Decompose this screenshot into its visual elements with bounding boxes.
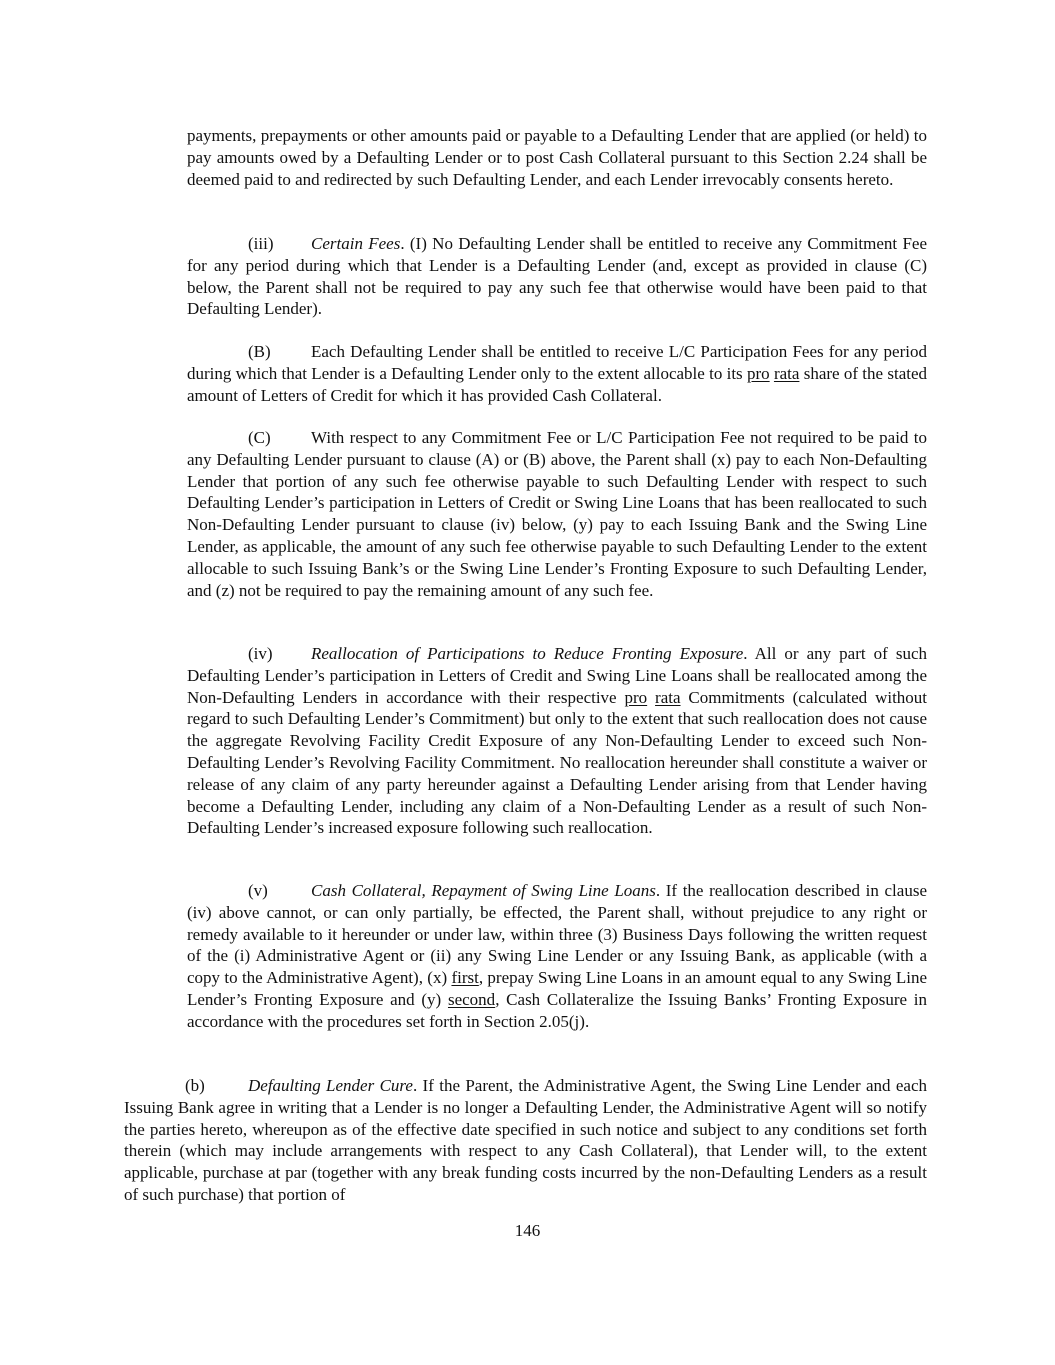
paragraph-text: . If the reallocation described in clause (iv) above cannot, or can only partially, be effected, the Parent shall, without prejudice to any right or remedy available to it hereunder or under law, within three (3) Business Days following the written request of the (i) Administrative Agent or (ii) any Swing Line Lender or any Issuing Bank, as applicable (with a copy to the Administrative Agent), (x): [187, 881, 927, 988]
first-term: first: [451, 968, 479, 988]
paragraph-text-end: , Cash Collateralize the Issuing Banks’ Fronting Exposure in accordance with the procedures set forth in Section 2.05(j).: [187, 989, 927, 1031]
clause-heading: Cash Collateral, Repayment of Swing Line Loans: [311, 881, 656, 900]
pro-term: pro: [746, 363, 770, 383]
paragraph-text-cont: Commitments (calculated without regard to such Defaulting Lender’s Commitment) but only to the extent that such reallocation does not cause the aggregate Revolving Facility Credit Exposure of any Non-Defaulting Lender to exceed such Non-Defaulting Lender’s Revolving Facility Commitment. No reallocation hereunder shall constitute a waiver or release of any claim of any party hereunder against a Defaulting Lender arising from that Lender having become a Defaulting Lender, including any claim of a Non-Defaulting Lender as a result of such Non-Defaulting Lender’s increased exposure following such reallocation.: [187, 687, 928, 838]
clause-label: (b): [185, 1076, 205, 1095]
clause-heading: Defaulting Lender Cure: [248, 1076, 413, 1095]
paragraph-text: Each Defaulting Lender shall be entitled to receive L/C Participation Fees for any period during which that Lender is a Defaulting Lender only to the extent allocable to its: [187, 342, 927, 383]
page-number: 146: [514, 1221, 541, 1240]
paragraph-text: . If the Parent, the Administrative Agent, the Swing Line Lender and each Issuing Bank agree in writing that a Lender is no longer a Defaulting Lender, the Administrative Agent will so notify the parties hereto, whereupon as of the effective date specified in such notice and subject to any conditions set forth therein (which may include arrangements with respect to any Cash Collateral), that Lender will, to the extent applicable, purchase at par (together with any break funding costs incurred by the non-Defaulting Lenders as a result of such purchase) that portion of: [124, 1076, 928, 1204]
clause-label: (iv): [248, 644, 273, 663]
pro-term: pro: [624, 687, 648, 707]
rata-term: rata: [655, 687, 681, 707]
clause-label: (B): [248, 342, 271, 361]
rata-term: rata: [773, 363, 800, 383]
paragraph-text: . All or any part of such Defaulting Lender’s participation in Letters of Credit and Swing Line Loans shall be reallocated among the Non-Defaulting Lenders in accordance with their respective: [187, 644, 927, 707]
paragraph-text: . (I) No Defaulting Lender shall be entitled to receive any Commitment Fee for any period during which that Lender is a Defaulting Lender (and, except as provided in clause (C) below, the Parent shall not be required to pay any such fee that otherwise would have been paid to that Defaulting Lender).: [187, 234, 927, 319]
paragraph-continuation: [187, 125, 927, 190]
paragraph-iv-reallocation: [187, 643, 927, 839]
paragraph-text: With respect to any Commitment Fee or L/C Participation Fee not required to be paid to any Defaulting Lender pursuant to clause (A) or (B) above, the Parent shall (x) pay to each Non-Defaulting Lender that portion of any such fee otherwise payable to such Defaulting Lender with respect to such Defaulting Lender’s participation in Letters of Credit or Swing Line Loans that has been reallocated to such Non-Defaulting Lender pursuant to clause (iv) below, (y) pay to each Issuing Bank and the Swing Line Lender, as applicable, the amount of any such fee otherwise payable to such Defaulting Lender to the extent allocable to such Issuing Bank’s or the Swing Line Lender’s Fronting Exposure to such Defaulting Lender, and (z) not be required to pay the remaining amount of any such fee.: [187, 428, 927, 600]
paragraph-iii-certain-fees: [187, 233, 927, 320]
clause-label: (v): [248, 881, 268, 900]
paragraph-text: payments, prepayments or other amounts paid or payable to a Defaulting Lender that are applied (or held) to pay amounts owed by a Defaulting Lender or to post Cash Collateral pursuant to this Section 2.24 shall be deemed paid to and redirected by such Defaulting Lender, and each Lender irrevocably consents hereto.: [187, 126, 927, 189]
second-term: second: [447, 989, 496, 1009]
paragraph-text-cont: , prepay Swing Line Loans in an amount equal to any Swing Line Lender’s Fronting Exposure and (y): [187, 968, 927, 1009]
clause-heading: Reallocation of Participations to Reduce Fronting Exposure: [311, 644, 744, 663]
paragraph-v-cash-collateral: [187, 880, 927, 1033]
clause-label: (iii): [248, 234, 274, 253]
paragraph-b-defaulting-lender-cure: [124, 1075, 927, 1206]
clause-label: (C): [248, 428, 271, 447]
paragraph-C: [187, 427, 927, 601]
paragraph-text-cont: share of the stated amount of Letters of Credit for which it has provided Cash Collateral.: [187, 363, 928, 405]
clause-heading: Certain Fees: [311, 234, 401, 253]
paragraph-B: [187, 341, 927, 406]
